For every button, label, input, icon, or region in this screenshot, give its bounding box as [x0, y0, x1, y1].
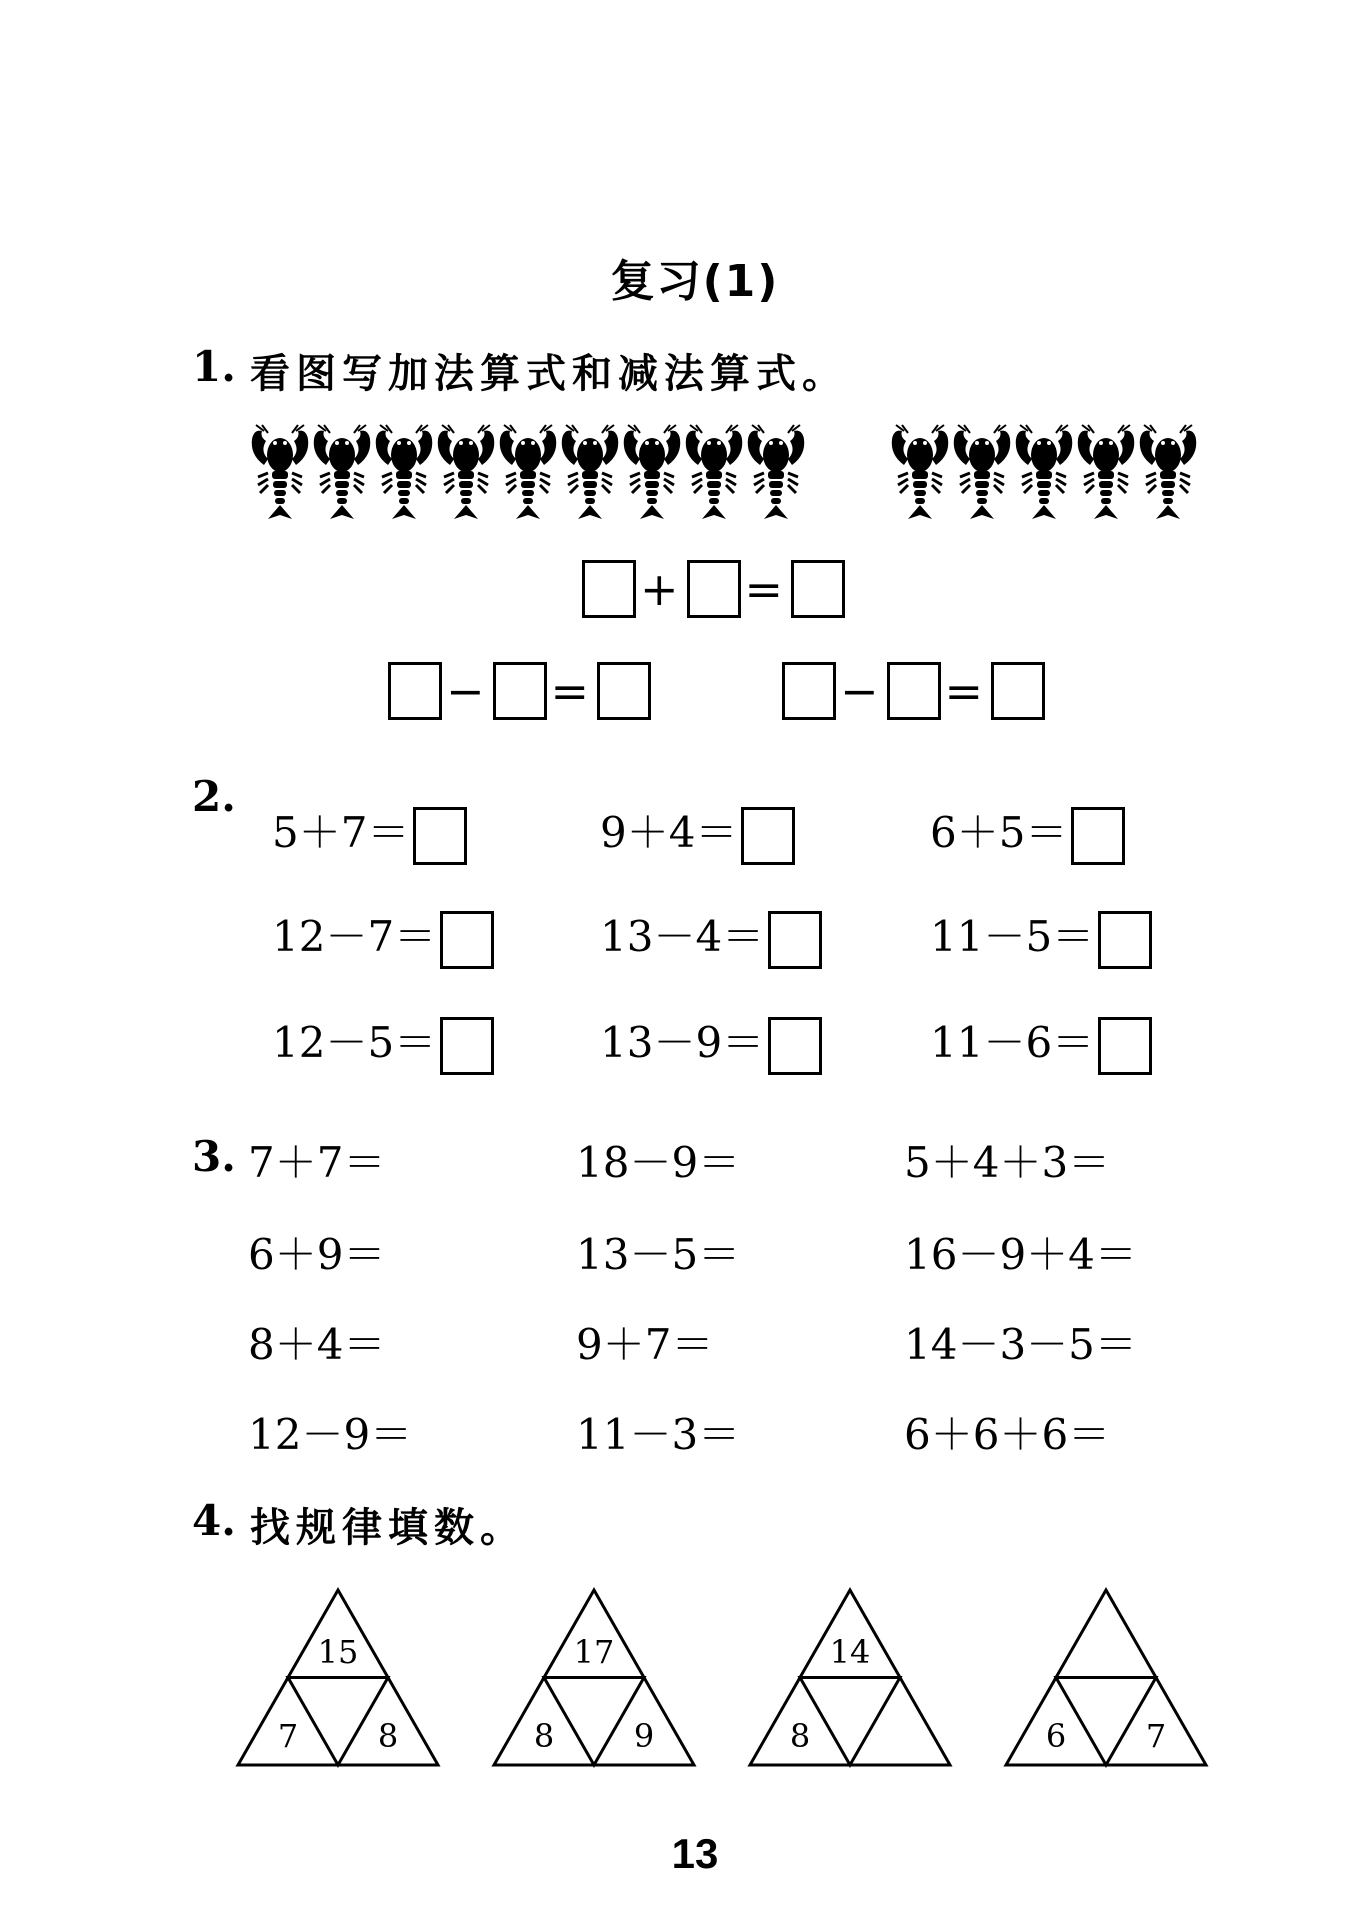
- q3-item: 18－9＝: [576, 1138, 741, 1187]
- expression-text: 13－9＝: [600, 1018, 765, 1067]
- answer-box[interactable]: [991, 662, 1045, 720]
- crayfish-icon: [500, 425, 557, 519]
- q3-item: 8＋4＝: [248, 1320, 386, 1369]
- q1-instruction: 看图写加法算式和减法算式。: [250, 351, 848, 397]
- q3-item: 16－9＋4＝: [904, 1230, 1137, 1279]
- crayfish-icon: [1078, 425, 1135, 519]
- crayfish-picture: [250, 420, 1210, 530]
- q1-subtraction-row-1: [384, 662, 651, 720]
- crayfish-icon: [562, 425, 619, 519]
- crayfish-icon: [438, 425, 495, 519]
- crayfish-group-2: [892, 425, 1197, 519]
- answer-box[interactable]: [782, 662, 836, 720]
- triangle-top-number: 17: [573, 1633, 615, 1671]
- answer-box[interactable]: [887, 662, 941, 720]
- expression-text: 9＋4＝: [600, 808, 738, 857]
- q3-item: 11－3＝: [576, 1410, 741, 1459]
- answer-box[interactable]: [388, 662, 442, 720]
- answer-box[interactable]: [1098, 1017, 1152, 1075]
- q3-item: 5＋4＋3＝: [904, 1138, 1111, 1187]
- expression-text: 11－6＝: [930, 1018, 1095, 1067]
- crayfish-icon: [314, 425, 371, 519]
- triangle-top-number: 15: [317, 1633, 359, 1671]
- q3-item: 6＋9＝: [248, 1230, 386, 1279]
- page-title: 复习(1): [610, 256, 780, 307]
- crayfish-icon: [954, 425, 1011, 519]
- q2-item: [600, 1010, 822, 1075]
- triangle-right-number: 8: [377, 1717, 399, 1755]
- answer-box[interactable]: [493, 662, 547, 720]
- triangle-left-number: 7: [277, 1717, 299, 1755]
- answer-box[interactable]: [791, 560, 845, 618]
- minus-sign: −: [840, 664, 879, 718]
- triangle-puzzles: [230, 1580, 1230, 1780]
- triangle-left-number: 8: [789, 1717, 811, 1755]
- expression-text: 6＋5＝: [930, 808, 1068, 857]
- q1-addition-row: [578, 560, 845, 618]
- q2-item: [272, 904, 494, 969]
- expression-text: 5＋7＝: [272, 808, 410, 857]
- expression-text: 13－4＝: [600, 912, 765, 961]
- q4-instruction: 找规律填数。: [250, 1505, 526, 1551]
- equals-sign: =: [550, 664, 590, 718]
- triangle-top-number: 14: [829, 1633, 871, 1671]
- crayfish-icon: [376, 425, 433, 519]
- q2-number: 2.: [192, 772, 236, 821]
- q3-item: 13－5＝: [576, 1230, 741, 1279]
- q2-item: [930, 904, 1152, 969]
- number-triangle: [750, 1590, 950, 1765]
- answer-box[interactable]: [1071, 807, 1125, 865]
- q3-item: 7＋7＝: [248, 1138, 386, 1187]
- triangle-left-number: 6: [1045, 1717, 1067, 1755]
- q4-number: 4.: [192, 1496, 236, 1545]
- crayfish-icon: [686, 425, 743, 519]
- answer-box[interactable]: [413, 807, 467, 865]
- q3-item: 6＋6＋6＝: [904, 1410, 1111, 1459]
- expression-text: 11－5＝: [930, 912, 1095, 961]
- answer-box[interactable]: [440, 1017, 494, 1075]
- equals-sign: =: [744, 562, 784, 616]
- minus-sign: −: [446, 664, 485, 718]
- q2-item: [600, 904, 822, 969]
- number-triangle: [1006, 1590, 1206, 1765]
- answer-box[interactable]: [687, 560, 741, 618]
- page-number: 13: [671, 1830, 719, 1877]
- crayfish-icon: [624, 425, 681, 519]
- answer-box[interactable]: [597, 662, 651, 720]
- expression-text: 12－7＝: [272, 912, 437, 961]
- q2-item: [600, 800, 795, 865]
- q2-item: [272, 1010, 494, 1075]
- triangle-left-number: 8: [533, 1717, 555, 1755]
- expression-text: 12－5＝: [272, 1018, 437, 1067]
- crayfish-group-1: [252, 425, 805, 519]
- q3-number: 3.: [192, 1132, 236, 1181]
- q2-item: [930, 800, 1125, 865]
- number-triangle: [238, 1590, 438, 1765]
- q3-item: 9＋7＝: [576, 1320, 714, 1369]
- q3-item: 14－3－5＝: [904, 1320, 1137, 1369]
- crayfish-icon: [252, 425, 309, 519]
- crayfish-icon: [1016, 425, 1073, 519]
- answer-box[interactable]: [768, 1017, 822, 1075]
- answer-box[interactable]: [440, 911, 494, 969]
- q1-number: 1.: [192, 342, 236, 391]
- triangle-right-number: 9: [633, 1717, 655, 1755]
- answer-box[interactable]: [582, 560, 636, 618]
- crayfish-icon: [748, 425, 805, 519]
- q2-item: [272, 800, 467, 865]
- crayfish-icon: [892, 425, 949, 519]
- q2-item: [930, 1010, 1152, 1075]
- number-triangle: [494, 1590, 694, 1765]
- answer-box[interactable]: [1098, 911, 1152, 969]
- plus-sign: +: [640, 562, 679, 616]
- answer-box[interactable]: [741, 807, 795, 865]
- crayfish-icon: [1140, 425, 1197, 519]
- answer-box[interactable]: [768, 911, 822, 969]
- equals-sign: =: [944, 664, 984, 718]
- q1-subtraction-row-2: [778, 662, 1045, 720]
- q3-item: 12－9＝: [248, 1410, 413, 1459]
- triangle-right-number: 7: [1145, 1717, 1167, 1755]
